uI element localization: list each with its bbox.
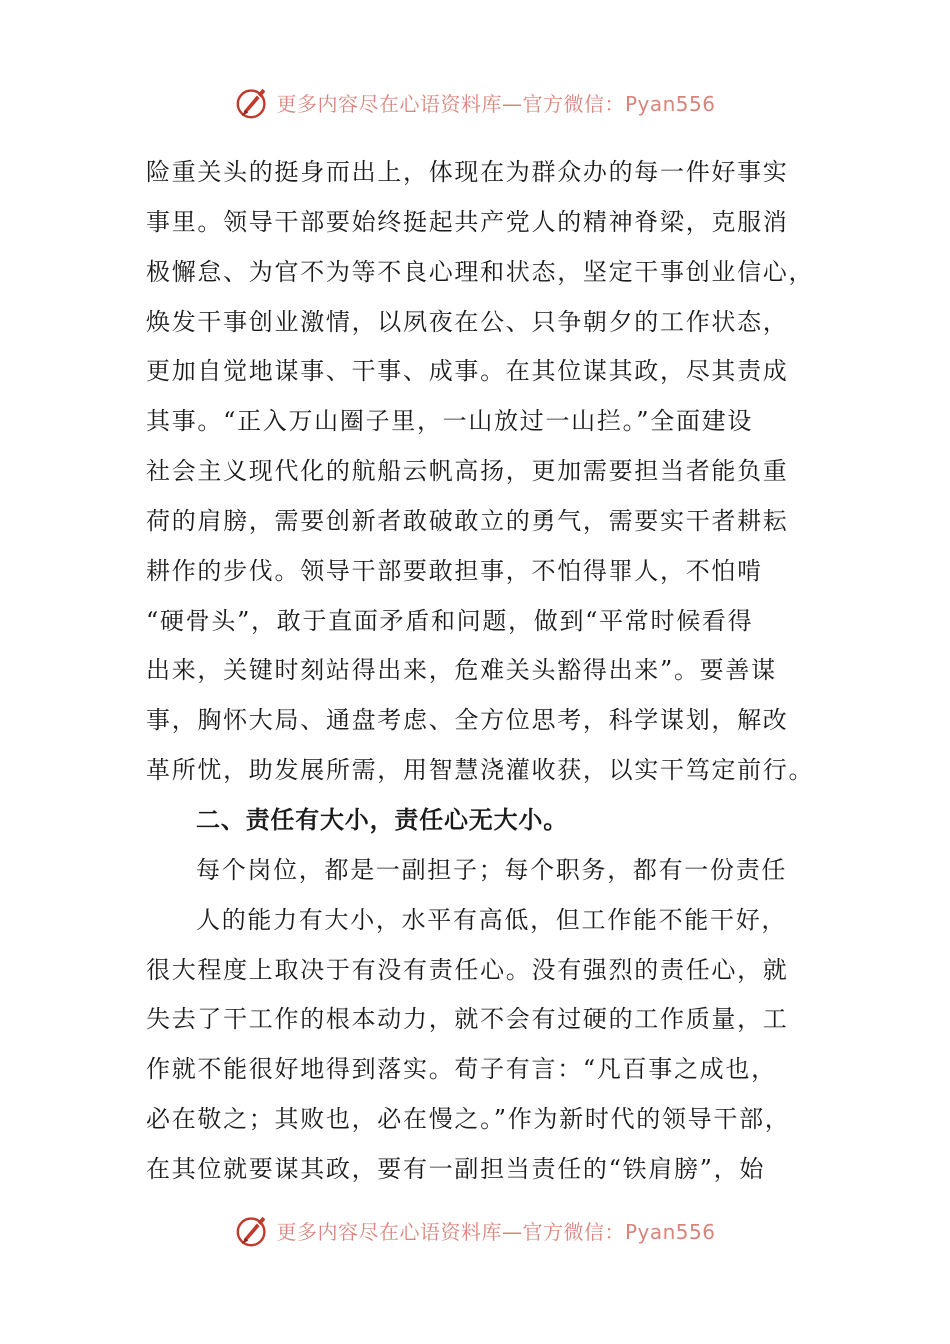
text-line: 更加自觉地谋事、干事、成事。在其位谋其政，尽其责成 bbox=[146, 357, 789, 386]
text-line: 其事。“正入万山圈子里，一山放过一山拦。”全面建设 bbox=[146, 407, 754, 436]
footer-banner bbox=[0, 1208, 950, 1252]
document-body bbox=[146, 148, 815, 1195]
text-line: 出来，关键时刻站得出来，危难关头豁得出来”。要善谋 bbox=[146, 656, 777, 685]
text-line: 人的能力有大小，水平有高低，但工作能不能干好， bbox=[196, 905, 788, 934]
text-line: 社会主义现代化的航船云帆高扬，更加需要担当者能负重 bbox=[146, 457, 789, 486]
text-line: 革所忧，助发展所需，用智慧浇灌收获，以实干笃定前行。 bbox=[146, 756, 815, 785]
text-line: 必在敬之；其败也，必在慢之。”作为新时代的领导干部， bbox=[146, 1105, 791, 1134]
text-line: 事，胸怀大局、通盘考虑、全方位思考，科学谋划，解改 bbox=[146, 706, 789, 735]
text-line: “硬骨头”，敢于直面矛盾和问题，做到“平常时候看得 bbox=[146, 606, 754, 635]
header-banner bbox=[0, 80, 950, 124]
text-line: 焕发干事创业激情，以夙夜在公、只争朝夕的工作状态， bbox=[146, 307, 789, 336]
text-line: 荷的肩膀，需要创新者敢破敢立的勇气，需要实干者耕耘 bbox=[146, 506, 789, 535]
text-line: 极懈怠、为官不为等不良心理和状态，坚定干事创业信心， bbox=[146, 257, 815, 286]
text-line: 很大程度上取决于有没有责任心。没有强烈的责任心，就 bbox=[146, 955, 789, 984]
footer-banner-text: 更多内容尽在心语资料库—官方微信：Pyan556 bbox=[276, 1219, 716, 1244]
text-line: 耕作的步伐。领导干部要敢担事，不怕得罪人，不怕啃 bbox=[146, 556, 763, 585]
text-line: 险重关头的挺身而出上，体现在为群众办的每一件好事实 bbox=[146, 158, 789, 186]
quill-logo-icon bbox=[234, 1211, 272, 1249]
text-line: 失去了干工作的根本动力，就不会有过硬的工作质量，工 bbox=[146, 1005, 789, 1034]
text-line: 作就不能很好地得到落实。荀子有言：“凡百事之成也， bbox=[146, 1055, 777, 1084]
text-line: 在其位就要谋其政，要有一副担当责任的“铁肩膀”，始 bbox=[146, 1154, 766, 1183]
text-line: 每个岗位，都是一副担子；每个职务，都有一份责任 bbox=[196, 855, 788, 884]
text-line: 事里。领导干部要始终挺起共产党人的精神脊梁，克服消 bbox=[146, 207, 789, 236]
quill-logo-icon bbox=[234, 83, 272, 121]
header-banner-text: 更多内容尽在心语资料库—官方微信：Pyan556 bbox=[276, 91, 716, 116]
section-heading: 二、责任有大小，责任心无大小。 bbox=[196, 805, 568, 834]
